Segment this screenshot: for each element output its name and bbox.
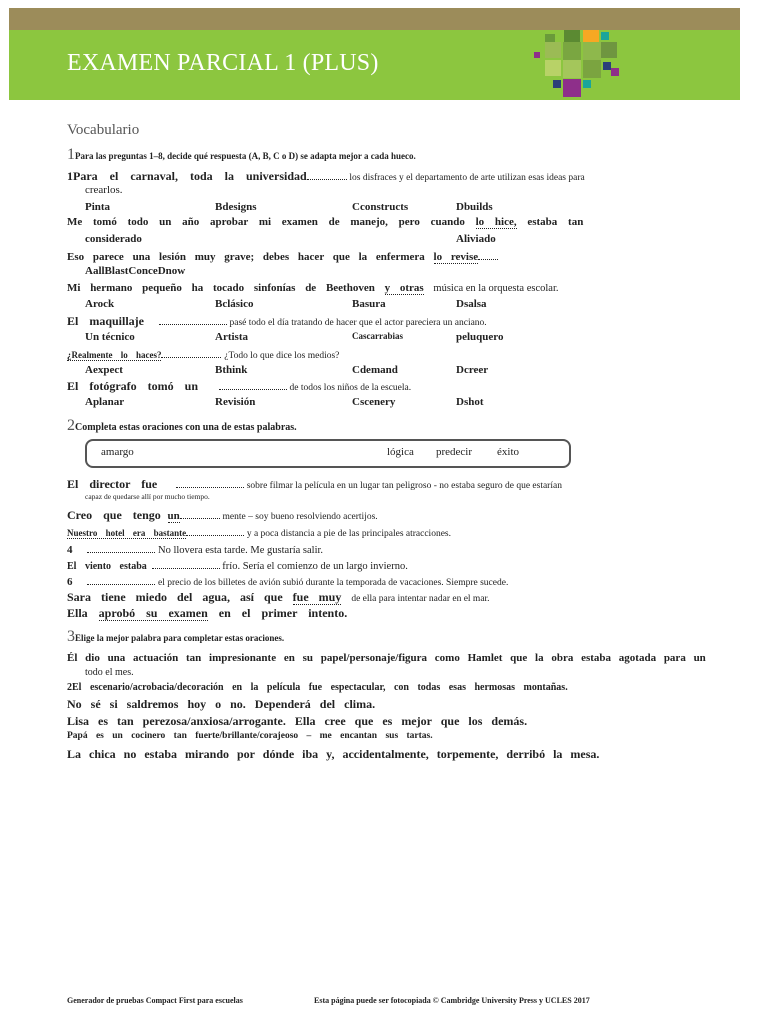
q2-line: Me tomó todo un año aprobar mi examen de manejo, pero cuando lo hice, estaba tan	[67, 216, 584, 228]
q4-option-a: Arock	[85, 298, 115, 310]
q4-option-c: Basura	[352, 298, 386, 310]
word-box-item: amargo	[101, 446, 134, 458]
page-title: EXAMEN PARCIAL 1 (PLUS)	[67, 50, 379, 76]
q5-line: El maquillaje pasé todo el día tratando de hacer que el actor pareciera un anciano.	[67, 314, 487, 328]
ex3-line-1-cont: todo el mes.	[85, 667, 134, 678]
q3-options: AallBlastConceDnow	[85, 265, 186, 277]
q1-cont: crearlos.	[85, 184, 123, 196]
q1-option-d: Dbuilds	[456, 201, 493, 213]
q3-line: Eso parece una lesión muy grave; debes hacer que la enfermera lo revise	[67, 249, 498, 263]
ex3-line-1: Él dio una actuación tan impresionante en su papel/personaje/figura como Hamlet que la obra estaba agotada para un	[67, 652, 706, 664]
q7-line: El fotógrafo tomó un de todos los niños de la escuela.	[67, 379, 412, 393]
q6-option-b: Bthink	[215, 364, 248, 376]
q6-option-c: Cdemand	[352, 364, 398, 376]
q7-option-a: Aplanar	[85, 396, 125, 408]
s7-line: Sara tiene miedo del agua, así que fue muy de ella para intentar nadar en el mar.	[67, 590, 490, 604]
q4-option-d: Dsalsa	[456, 298, 487, 310]
header-top-stripe	[9, 8, 740, 30]
q6-line: ¿Realmente lo haces? ¿Todo lo que dice los medios?	[67, 347, 339, 361]
q5-option-d: peluquero	[456, 331, 504, 343]
q1-option-a: Pinta	[85, 201, 111, 213]
q1-option-c: Cconstructs	[352, 201, 409, 213]
ex3-line-6: La chica no estaba mirando por dónde iba y, accidentalmente, torpemente, derribó la mesa.	[67, 747, 600, 761]
word-box-item: predecir	[436, 446, 473, 458]
word-box	[85, 439, 571, 468]
q6-option-a: Aexpect	[85, 364, 123, 376]
s2-line: Creo que tengo un mente – soy bueno resolviendo acertijos.	[67, 508, 378, 522]
s4-line: 4 No llovera esta tarde. Me gustaría salir.	[67, 544, 324, 556]
word-box-item: lógica	[387, 446, 414, 458]
ex3-line-4: Lisa es tan perezosa/anxiosa/arrogante. Ella cree que es mejor que los demás.	[67, 714, 528, 728]
s1-cont: capaz de quedarse allí por mucho tiempo.	[85, 492, 210, 501]
ex1-instruction: 1Para las preguntas 1–8, decide qué respuesta (A, B, C o D) se adapta mejor a cada hueco.	[67, 146, 416, 163]
footer-right: Esta página puede ser fotocopiada © Cambridge University Press y UCLES 2017	[314, 996, 590, 1005]
s8-line: Ella aprobó su examen en el primer intento.	[67, 606, 348, 620]
ex2-instruction: 2Completa estas oraciones con una de estas palabras.	[67, 417, 297, 434]
q1-option-b: Bdesigns	[215, 201, 257, 213]
q4-line: Mi hermano pequeño ha tocado sinfonías de Beethoven y otras música en la orquesta escolar.	[67, 282, 559, 294]
s5-line: El viento estaba frío. Sería el comienzo de un largo invierno.	[67, 558, 408, 572]
s1-line: El director fue sobre filmar la película en un lugar tan peligroso - no estaba seguro de que estarían	[67, 477, 562, 491]
s3-line: Nuestro hotel era bastante y a poca distancia a pie de las principales atracciones.	[67, 525, 451, 539]
header-banner	[9, 30, 740, 100]
q4-option-b: Bclásico	[215, 298, 254, 310]
q5-option-b: Artista	[215, 331, 248, 343]
ex3-line-2: 2El escenario/acrobacia/decoración en la película fue espectacular, con todas esas hermosas montañas.	[67, 682, 568, 693]
s6-line: 6 el precio de los billetes de avión subió durante la temporada de vacaciones. Siempre sucede.	[67, 576, 509, 588]
ex3-line-5: Papá es un cocinero tan fuerte/brillante/corajeoso – me encantan sus tartas.	[67, 731, 433, 741]
q2-option-d: Aliviado	[456, 233, 496, 245]
q7-option-c: Cscenery	[352, 396, 396, 408]
section-title: Vocabulario	[67, 122, 140, 138]
word-box-item: éxito	[497, 446, 519, 458]
q7-option-d: Dshot	[456, 396, 484, 408]
q7-option-b: Revisión	[215, 396, 256, 408]
q5-option-c: Cascarrabias	[352, 331, 403, 341]
ex3-instruction: 3Elige la mejor palabra para completar estas oraciones.	[67, 628, 285, 645]
q6-option-d: Dcreer	[456, 364, 489, 376]
q5-option-a: Un técnico	[85, 331, 135, 343]
ex3-line-3: No sé si saldremos hoy o no. Dependerá del clima.	[67, 697, 376, 711]
q1-line: 1Para el carnaval, toda la universidad los disfraces y el departamento de arte utilizan esas ideas para	[67, 169, 585, 183]
footer-left: Generador de pruebas Compact First para escuelas	[67, 996, 243, 1005]
q2-option-a: considerado	[85, 233, 142, 245]
